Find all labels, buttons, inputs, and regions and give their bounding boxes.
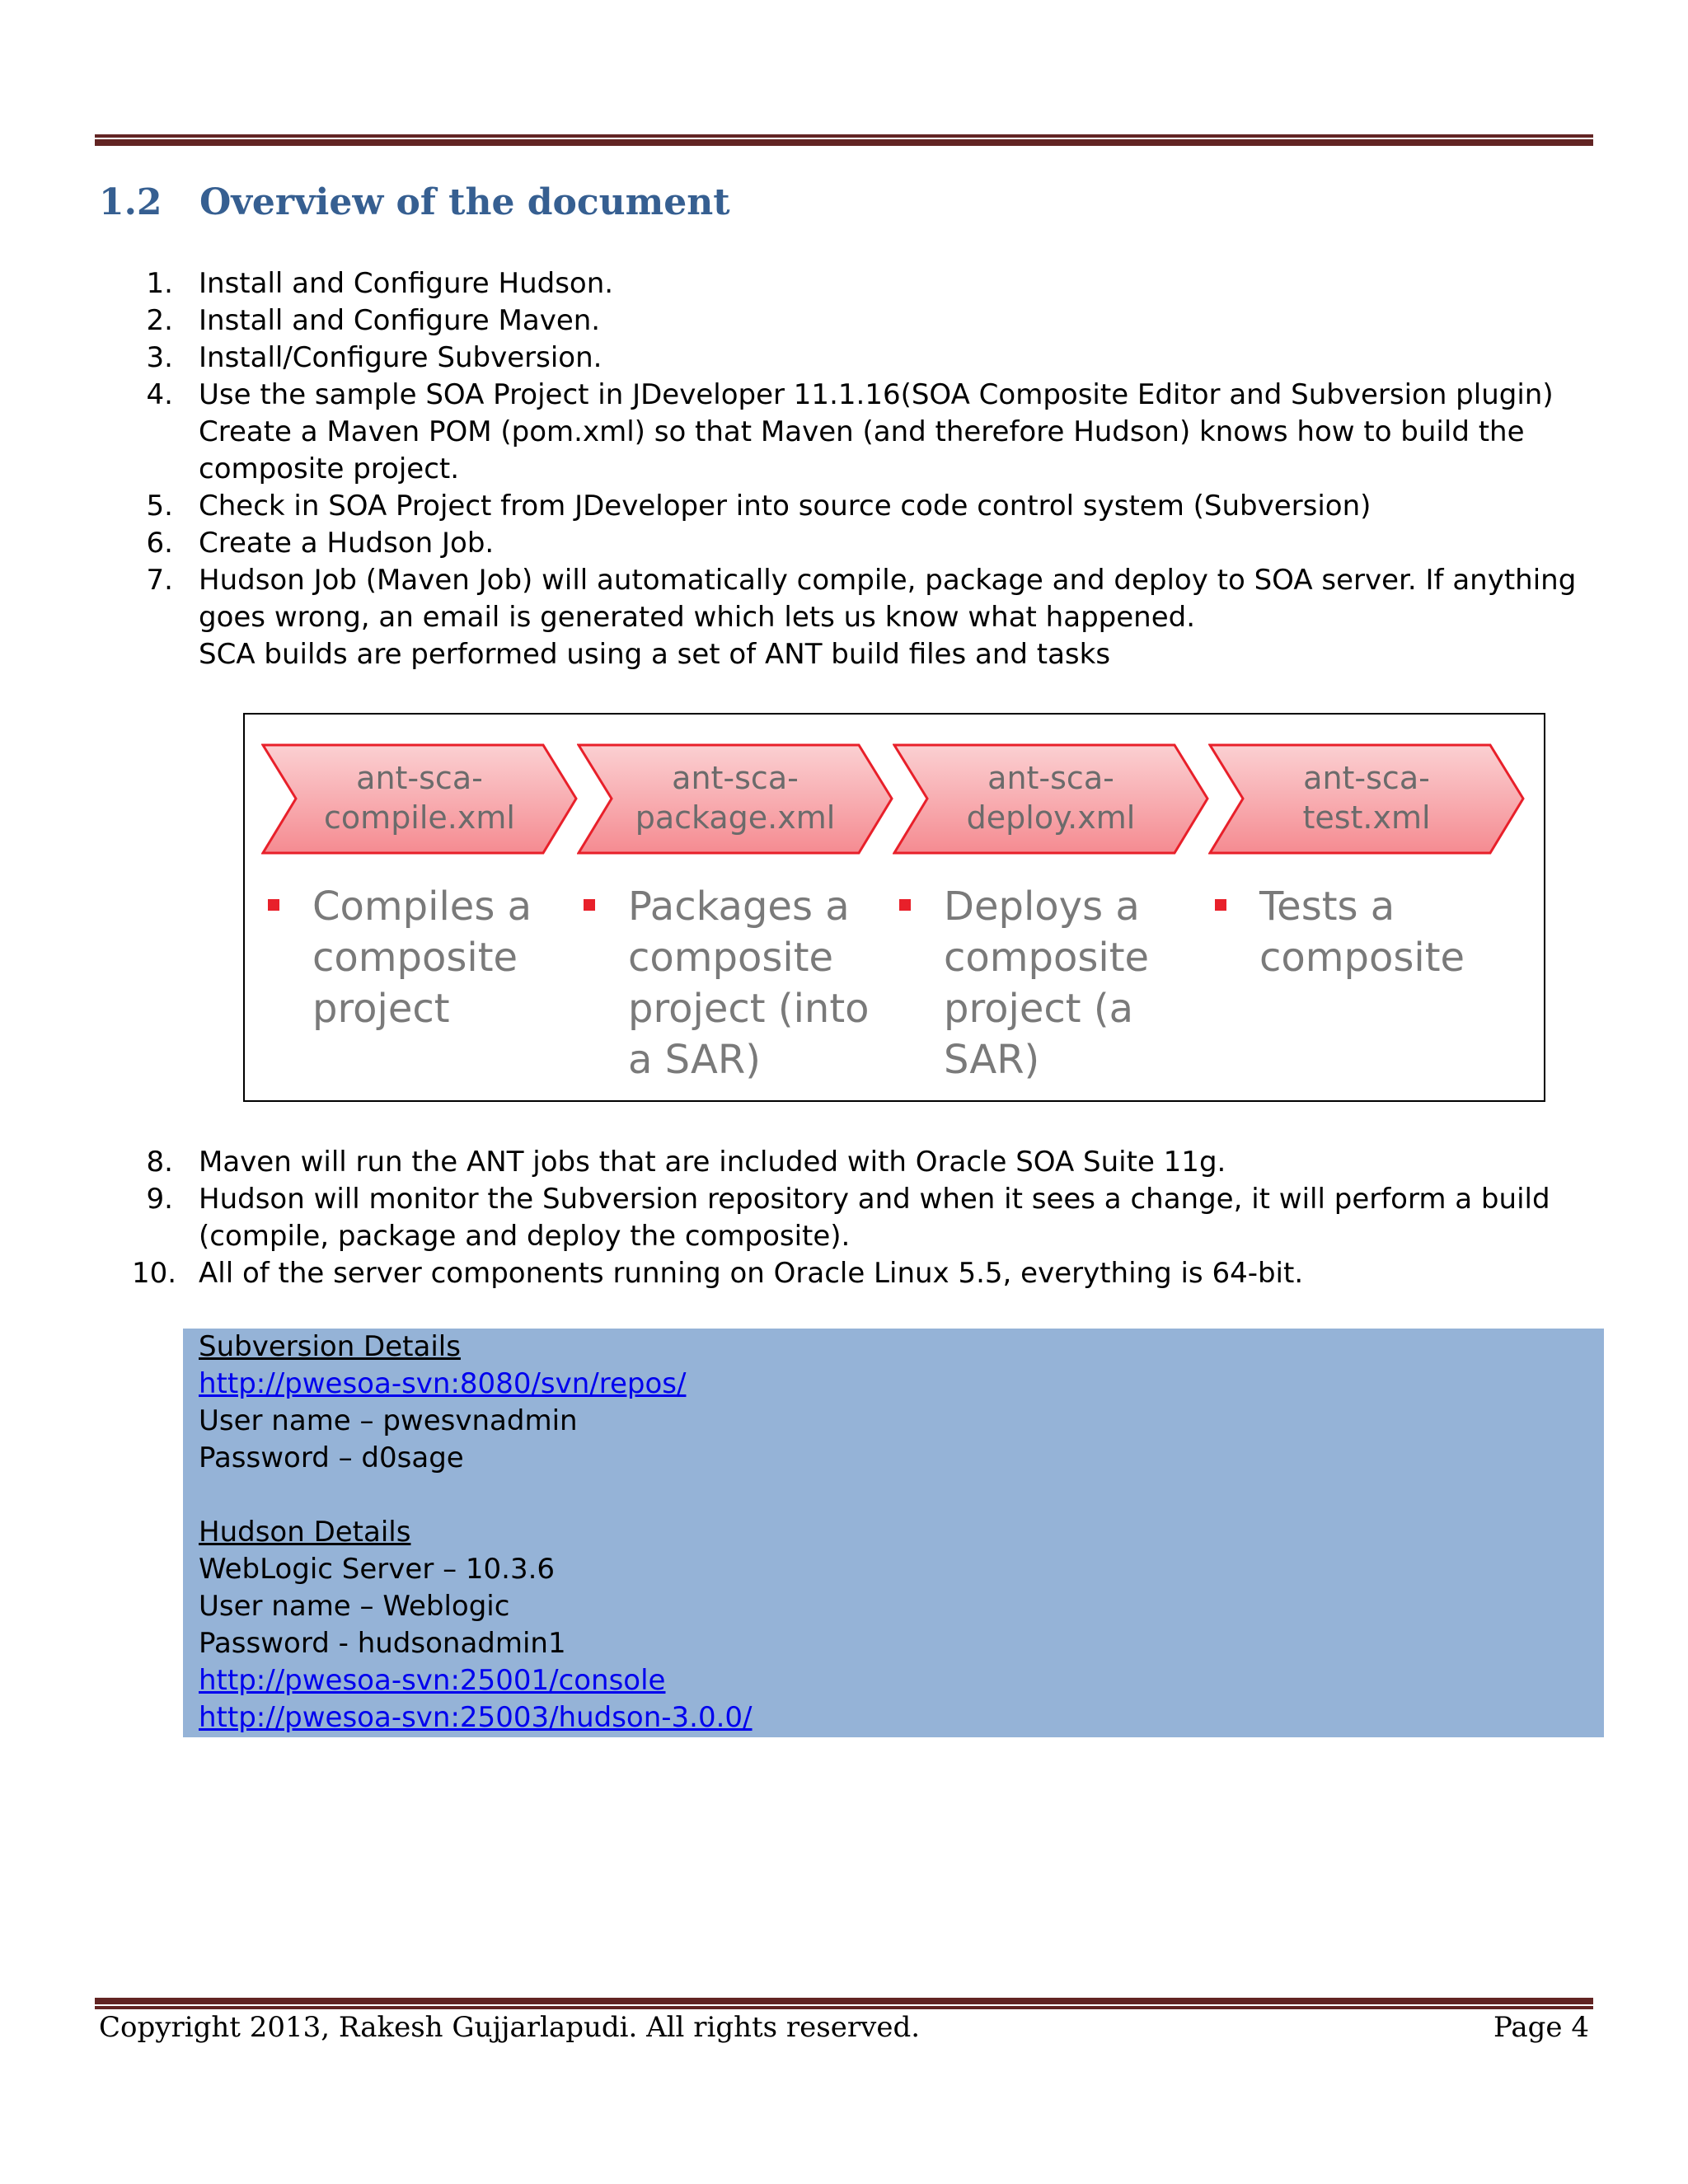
list-item-continuation: Create a Maven POM (pom.xml) so that Maven (and therefore Hudson) knows how to build the composite project. [199, 415, 1525, 485]
stage-label: ant-sca- test.xml [1302, 760, 1431, 836]
list-item-text: Hudson Job (Maven Job) will automatically compile, package and deploy to SOA server. If anything goes wrong, an email is generated which lets us know what happened. [199, 564, 1577, 634]
list-item-number: 7. [146, 564, 173, 597]
list-item [0, 488, 1688, 525]
list-item-continuation: SCA builds are performed using a set of ANT build files and tasks [199, 638, 1111, 671]
stage-bullet [577, 881, 893, 1085]
svn-repo-link[interactable]: http://pwesoa-svn:8080/svn/repos/ [199, 1367, 687, 1400]
list-item [0, 1255, 1688, 1292]
svn-password: Password – d0sage [199, 1441, 464, 1474]
hudson-link[interactable]: http://pwesoa-svn:25003/hudson-3.0.0/ [199, 1701, 753, 1734]
list-item-number: 1. [146, 267, 173, 300]
stage-bullet [261, 881, 578, 1034]
list-item-number: 9. [146, 1183, 173, 1216]
list-item-number: 6. [146, 527, 173, 560]
bullet-icon [584, 899, 595, 911]
stage-package [577, 743, 893, 1085]
chevron-deploy [893, 743, 1209, 855]
list-item-number: 3. [146, 341, 173, 374]
list-item [0, 562, 1688, 673]
list-item-number: 8. [146, 1146, 173, 1179]
stage-description: Tests a composite [1259, 883, 1465, 981]
section-title: Overview of the document [199, 181, 730, 223]
footer-rule [95, 1998, 1593, 2009]
weblogic-version: WebLogic Server – 10.3.6 [199, 1553, 556, 1586]
list-item [0, 377, 1688, 488]
list-item-text: Hudson will monitor the Subversion repository and when it sees a change, it will perform a build (compile, package and deploy the composite). [199, 1183, 1550, 1253]
list-item-text: Install and Configure Maven. [199, 304, 601, 337]
list-item-text: Create a Hudson Job. [199, 527, 495, 560]
stage-label: ant-sca- compile.xml [324, 760, 515, 836]
list-item-number: 5. [146, 490, 173, 523]
list-item-text: Use the sample SOA Project in JDeveloper 11.1.16(SOA Composite Editor and Subversion plugin) [199, 378, 1554, 411]
stage-description: Deploys a composite project (a SAR) [944, 883, 1150, 1083]
stage-label: ant-sca- deploy.xml [966, 760, 1136, 836]
list-item [0, 1144, 1688, 1181]
section-number: 1.2 [99, 181, 162, 223]
stage-test [1208, 743, 1525, 983]
chevron-package [577, 743, 893, 855]
connection-details-box [183, 1329, 1604, 1737]
spacer [199, 1477, 1604, 1514]
steps-list-continued [0, 1144, 1688, 1292]
svn-username: User name – pwesvnadmin [199, 1404, 578, 1437]
stage-label: ant-sca- package.xml [635, 760, 836, 836]
steps-list [0, 265, 1688, 673]
header-rule [95, 134, 1593, 146]
list-item [0, 340, 1688, 377]
bullet-icon [1215, 899, 1226, 911]
hudson-details-heading: Hudson Details [199, 1516, 411, 1549]
section-heading [99, 181, 730, 223]
footer-copyright: Copyright 2013, Rakesh Gujjarlapudi. All rights reserved. [99, 2011, 921, 2044]
list-item-text: Install/Configure Subversion. [199, 341, 603, 374]
list-item-text: All of the server components running on Oracle Linux 5.5, everything is 64-bit. [199, 1257, 1304, 1290]
stage-description: Compiles a composite project [312, 883, 532, 1032]
list-item-text: Check in SOA Project from JDeveloper into source code control system (Subversion) [199, 490, 1372, 523]
list-item-text: Install and Configure Hudson. [199, 267, 614, 300]
stage-compile [261, 743, 578, 1034]
bullet-icon [899, 899, 911, 911]
hudson-username: User name – Weblogic [199, 1590, 510, 1623]
bullet-icon [268, 899, 279, 911]
list-item-number: 4. [146, 378, 173, 411]
list-item [0, 265, 1688, 302]
list-item [0, 302, 1688, 340]
list-item-number: 10. [132, 1257, 177, 1290]
list-item-number: 2. [146, 304, 173, 337]
stage-description: Packages a composite project (into a SAR) [628, 883, 870, 1083]
chevron-compile [261, 743, 578, 855]
console-link[interactable]: http://pwesoa-svn:25001/console [199, 1664, 666, 1697]
stage-deploy [893, 743, 1209, 1085]
subversion-details-heading: Subversion Details [199, 1330, 461, 1363]
stage-bullet [1208, 881, 1525, 983]
list-item [0, 525, 1688, 562]
chevron-test [1208, 743, 1525, 855]
footer-page-number: Page 4 [1493, 2011, 1589, 2044]
stage-bullet [893, 881, 1209, 1085]
hudson-password: Password - hudsonadmin1 [199, 1627, 566, 1660]
list-item [0, 1181, 1688, 1255]
ant-build-diagram [243, 713, 1545, 1102]
list-item-text: Maven will run the ANT jobs that are included with Oracle SOA Suite 11g. [199, 1146, 1226, 1179]
